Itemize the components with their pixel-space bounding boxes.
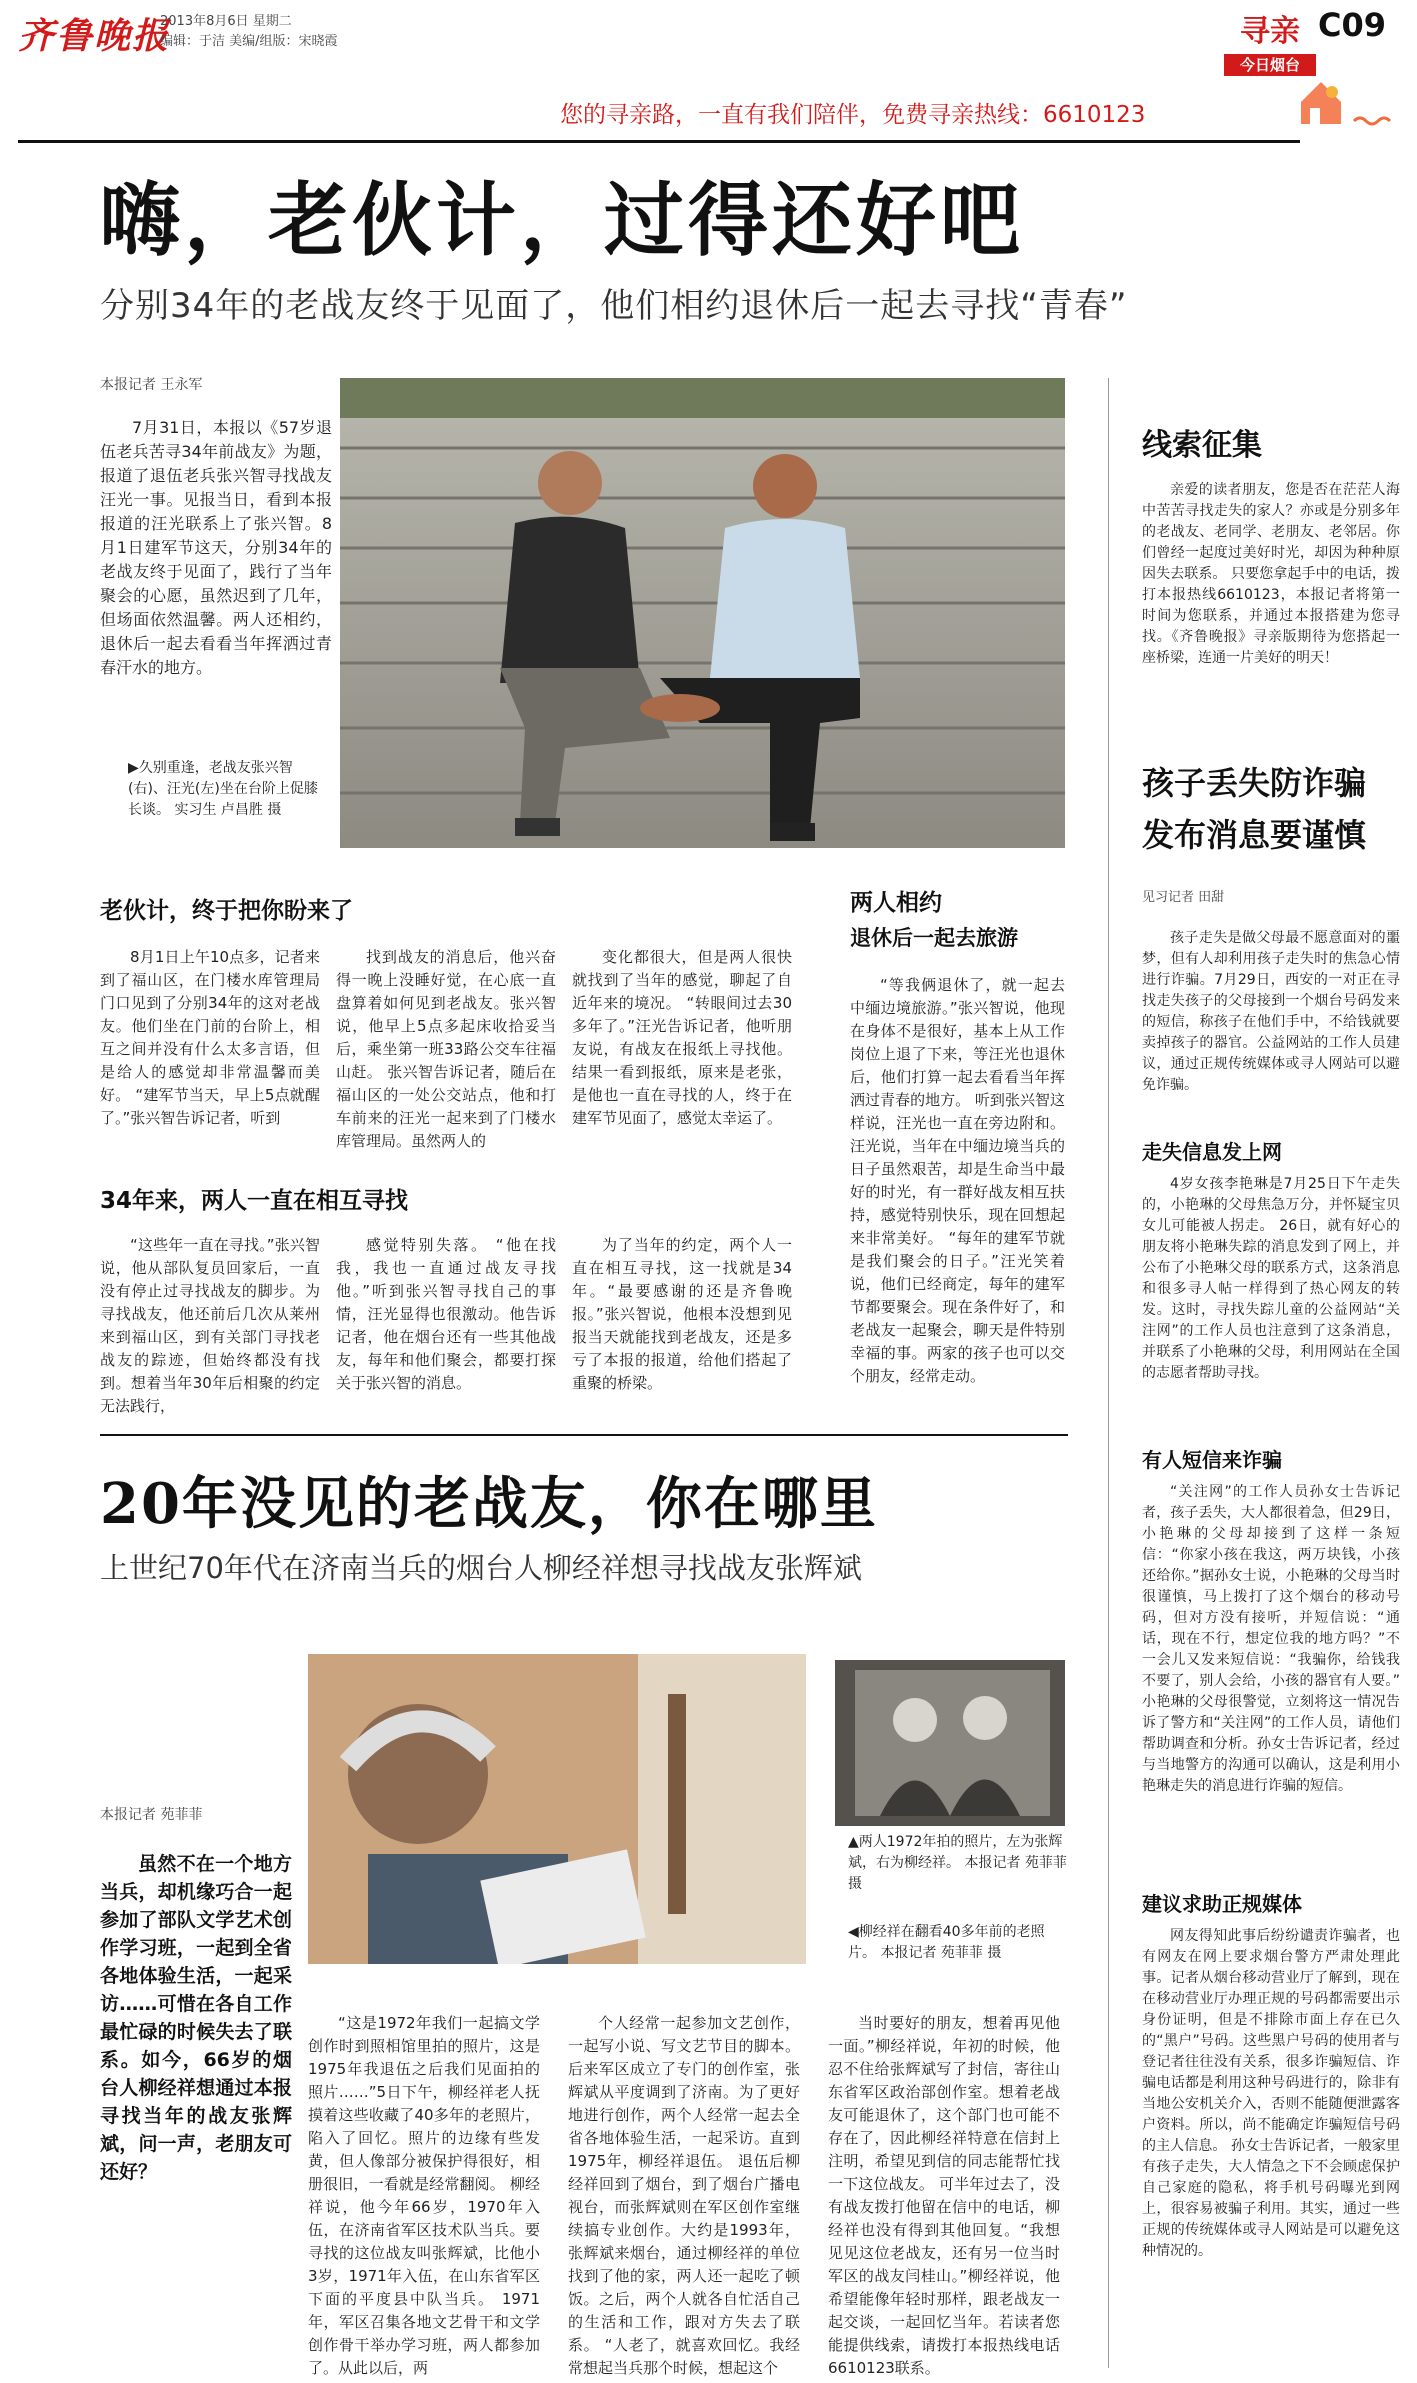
section-title: 寻亲 [1240,14,1300,49]
story2-lead [100,1850,292,2186]
story1-col-3 [572,946,792,1130]
newspaper-logo: 齐鲁晚报 [18,15,171,57]
editor-credits: 编辑：于洁 美编/组版：宋晓霞 [160,34,338,49]
story2-col-1-text: “这是1972年我们一起搞文学创作时到照相馆里拍的照片，这是1975年我退伍之后我们见面拍的照片……”5日下午，柳经祥老人抚摸着这些收藏了40多年的老照片，陷入了回忆。照片的边缘有些发黄，但人像部分被保护得很好，相册很旧，一看就是经常翻阅。 柳经祥说，他今年66岁，1970年入伍，在济南省军区技术队当兵。要寻找的这位战友叫张辉斌，比他小3岁，1971年入伍，在山东省军区下面的平度县中队当兵。 1971年，军区召集各地文艺骨干和文学创作骨干举办学习班，两人都参加了。从此以后，两 [308,2014,540,2377]
story1-col-6 [572,1234,792,1395]
sidebar-online-text: 4岁女孩李艳琳是7月25日下午走失的，小艳琳的父母焦急万分，并怀疑宝贝女儿可能被人拐走。 26日，就有好心的朋友将小艳琳失踪的消息发到了网上，并公布了小艳琳父母的联系方式，这条消息和很多寻人帖一样得到了热心网友的转发。这时，寻找失踪儿童的公益网站“关注网”的工作人员也注意到了这条消息，并联系了小艳琳的父母，利用网站在全国的志愿者帮助寻找。 [1142,1176,1400,1381]
hotline-banner: 您的寻亲路，一直有我们陪伴，免费寻亲热线：6610123 [560,102,1146,128]
story2-photo-2 [835,1660,1065,1826]
story2-col-3-text: 当时要好的朋友，想着再见他一面。”柳经祥说，年初的时候，他忍不住给张辉斌写了封信，寄往山东省军区政治部创作室。想着老战友可能退休了，这个部门也可能不存在了，因此柳经祥特意在信封上注明，希望见到信的同志能帮忙找一下这位战友。 可半年过去了，没有战友拨打他留在信中的电话，柳经祥也没有得到其他回复。“我想见见这位老战友，还有另一位当时军区的战友闫桂山。”柳经祥说，他希望能像年轻时那样，跟老战友一起交谈，一起回忆当年。若读者您能提供线索，请拨打本报热线电话6610123联系。 [828,2014,1060,2377]
story2-subtitle: 上世纪70年代在济南当兵的烟台人柳经祥想寻找战友张辉斌 [100,1551,862,1585]
story1-photo-caption: ▶久别重逢，老战友张兴智(右)、汪光(左)坐在台阶上促膝长谈。 实习生 卢昌胜 摄 [128,760,318,818]
page-number: C09 [1318,6,1387,44]
story1-heading-3a: 两人相约 [850,890,942,916]
story1-heading-1: 老伙计，终于把你盼来了 [100,898,353,924]
sidebar-media-text: 网友得知此事后纷纷谴责诈骗者，也有网友在网上要求烟台警方严肃处理此事。记者从烟台移动营业厅了解到，现在在移动营业厅办理正规的号码都需要出示身份证明，但是不排除市面上存在已久的“黑户”号码。这些黑户号码的使用者与登记者往往没有关系，很多诈骗短信、诈骗电话都是利用这种号码进行的，除非有当地公安机关介入，否则不能随便泄露客户资料。所以，尚不能确定诈骗短信号码的主人信息。 孙女士告诉记者，一般家里有孩子走失，大人情急之下不会顾虑保护自己家庭的隐私，将手机号码曝光到网上，很容易被骗子利用。其实，通过一些正规的传统媒体或寻人网站是可以避免这种情况的。 [1142,1928,1400,2259]
sidebar-heading-online: 走失信息发上网 [1142,1140,1282,1164]
sidebar-sms-text: “关注网”的工作人员孙女士告诉记者，孩子丢失，大人都很着急，但29日，小艳琳的父母却接到了这样一条短信：“你家小孩在我这，两万块钱，小孩还给你。”据孙女士说，小艳琳的父母当时很谨慎，马上拨打了这个烟台的移动号码，但对方没有接听，并短信说：“通话，现在不行，想定位我的地方吗？”不一会儿又发来短信说：“我骗你，给钱我不要了，别人会给，小孩的器官有人要。” 小艳琳的父母很警觉，立刻将这一情况告诉了警方和“关注网”的工作人员，请他们帮助调查和分析。孙女士告诉记者，经过与当地警方的沟通可以确认，这是利用小艳琳走失的消息进行诈骗的短信。 [1142,1484,1400,1794]
story2-lead-text: 虽然不在一个地方当兵，却机缘巧合一起参加了部队文学艺术创作学习班，一起到全省各地体验生活，一起采访……可惜在各自工作最忙碌的时候失去了联系。如今，66岁的烟台人柳经祥想通过本报寻找当年的战友张辉斌，问一声，老朋友可还好？ [100,1853,292,2183]
story1-col-4-text: “这些年一直在寻找。”张兴智说，他从部队复员回家后，一直没有停止过寻找战友的脚步。为寻找战友，他还前后几次从莱州来到福山区，到有关部门寻找老战友的踪迹，但始终都没有找到。想着当年30年后相聚的约定无法践行， [100,1236,320,1415]
sidebar-clues-body [1142,480,1400,669]
sidebar-heading-fraud-b: 发布消息要谨慎 [1142,816,1367,854]
story1-col-7 [850,974,1065,1388]
story2-col-1 [308,2012,540,2380]
story2-col-2-text: 个人经常一起参加文艺创作，一起写小说、写文艺节目的脚本。后来军区成立了专门的创作室，张辉斌从平度调到了济南。为了更好地进行创作，两个人经常一起去全省各地体验生活，一起采访。直到1975年，柳经祥退伍。 退伍后柳经祥回到了烟台，到了烟台广播电视台，而张辉斌则在军区创作室继续搞专业创作。大约是1993年，张辉斌来烟台，通过柳经祥的单位找到了他的家，两人还一起吃了顿饭。之后，两个人就各自忙活自己的生活和工作，跟对方失去了联系。 “人老了，就喜欢回忆。我经常想起当兵那个时候，想起这个 [568,2014,800,2377]
story2-caption-1: ▲两人1972年拍的照片，左为张辉斌，右为柳经祥。 本报记者 苑菲菲 摄 [848,1834,1067,1892]
story1-headline: 嗨，老伙计，过得还好吧 [100,173,1024,267]
story1-col-2 [336,946,556,1153]
sidebar-fraud-text: 孩子走失是做父母最不愿意面对的噩梦，但有人却利用孩子走失时的焦急心情进行诈骗。7月29日，西安的一对正在寻找走失孩子的父母接到一个烟台号码发来的短信，称孩子在他们手中，不给钱就要卖掉孩子的器官。公益网站的工作人员建议，通过正规传统媒体或寻人网站可以避免诈骗。 [1142,930,1400,1093]
story1-col-5 [336,1234,556,1395]
sidebar-clues-text: 亲爱的读者朋友，您是否在茫茫人海中苦苦寻找走失的家人？亦或是分别多年的老战友、老同学、老朋友、老邻居。你们曾经一起度过美好时光，却因为种种原因失去联系。 只要您拿起手中的电话，拨打本报热线6610123，本报记者将第一时间为您联系，并通过本报搭建为您寻找。《齐鲁晚报》寻亲版期待为您搭起一座桥梁，连通一片美好的明天！ [1142,482,1400,666]
house-icon [1296,72,1346,132]
sidebar-online-body [1142,1174,1400,1384]
story1-col-4 [100,1234,320,1418]
sidebar-divider [1108,378,1109,2368]
story2-col-2 [568,2012,800,2380]
story1-lead [100,416,332,680]
sidebar-byline: 见习记者 田甜 [1142,890,1225,905]
story1-col-7-text: “等我俩退休了，就一起去中缅边境旅游。”张兴智说，他现在身体不是很好，基本上从工作岗位上退了下来，等汪光也退休后，他们打算一起去看看当年挥洒过青春的地方。 听到张兴智这样说，汪光也一直在旁边附和。汪光说，当年在中缅边境当兵的日子虽然艰苦，却是生命当中最好的时光，有一群好战友相互扶持，感觉特别快乐，现在回想起来非常美好。 “每年的建军节就是我们聚会的日子。”汪光笑着说，他们已经商定，每年的建军节都要聚会。现在条件好了，和老战友一起聚会，聊天是件特别幸福的事。两家的孩子也可以交个朋友，经常走动。 [850,976,1065,1385]
story2-caption-2: ◀柳经祥在翻看40多年前的老照片。 本报记者 苑菲菲 摄 [848,1924,1045,1961]
story1-byline: 本报记者 王永军 [100,377,203,393]
story2-col-3 [828,2012,1060,2380]
story1-col-2-text: 找到战友的消息后，他兴奋得一晚上没睡好觉，在心底一直盘算着如何见到老战友。张兴智说，他早上5点多起床收拾妥当后，乘坐第一班33路公交车往福山赶。 张兴智告诉记者，随后在福山区的一处公交站点，他和打车前来的汪光一起来到了门楼水库管理局。虽然两人的 [336,948,556,1150]
story1-photo [340,378,1065,848]
story1-lead-text: 7月31日，本报以《57岁退伍老兵苦寻34年前战友》为题，报道了退伍老兵张兴智寻找战友汪光一事。见报当日，看到本报报道的汪光联系上了张兴智。8月1日建军节这天，分别34年的老战友终于见面了，践行了当年聚会的心愿，虽然迟到了几年，但场面依然温馨。两人还相约，退休后一起去看看当年挥洒过青春汗水的地方。 [100,418,332,677]
decoration-icon [1352,112,1400,126]
sidebar-media-body [1142,1926,1400,2262]
story1-subtitle: 分别34年的老战友终于见面了，他们相约退休后一起去寻找“青春” [100,286,1128,326]
story1-col-5-text: 感觉特别失落。 “他在找我，我也一直通过战友寻找他。”听到张兴智寻找自己的事情，汪光显得也很激动。他告诉记者，他在烟台还有一些其他战友，每年和他们聚会，都要打探关于张兴智的消息。 [336,1236,556,1392]
story1-col-3-text: 变化都很大，但是两人很快就找到了当年的感觉，聊起了自近年来的境况。 “转眼间过去30多年了。”汪光告诉记者，他听朋友说，有战友在报纸上寻找他。结果一看到报纸，原来是老张，是他也一直在寻找的人，终于在建军节见面了，感觉太幸运了。 [572,948,792,1127]
story1-col-1-text: 8月1日上午10点多，记者来到了福山区，在门楼水库管理局门口见到了分别34年的这对老战友。他们坐在门前的台阶上，相互之间并没有什么太多言语，但是给人的感觉却非常温馨而美好。 “建军节当天，早上5点就醒了。”张兴智告诉记者，听到 [100,948,320,1127]
story1-heading-3b: 退休后一起去旅游 [850,926,1018,950]
sidebar-heading-sms: 有人短信来诈骗 [1142,1448,1282,1472]
sidebar-sms-body [1142,1482,1400,1797]
region-badge: 今日烟台 [1224,54,1316,76]
issue-date: 2013年8月6日 星期二 [160,14,292,29]
section-divider [100,1434,1068,1436]
story1-heading-2: 34年来，两人一直在相互寻找 [100,1188,409,1214]
header-rule [18,140,1300,143]
sidebar-heading-clues: 线索征集 [1142,428,1262,463]
story1-col-1 [100,946,320,1130]
story1-col-6-text: 为了当年的约定，两个人一直在相互寻找，这一找就是34年。“最要感谢的还是齐鲁晚报。”张兴智说，他根本没想到见报当天就能找到老战友，还是多亏了本报的报道，给他们搭起了重聚的桥梁。 [572,1236,792,1392]
story2-byline: 本报记者 苑菲菲 [100,1807,203,1823]
story2-photo-1 [308,1654,806,1964]
sidebar-heading-fraud-a: 孩子丢失防诈骗 [1142,764,1367,802]
story2-headline: 20年没见的老战友，你在哪里 [100,1471,878,1537]
sidebar-heading-media: 建议求助正规媒体 [1142,1892,1302,1916]
sidebar-fraud-body [1142,928,1400,1096]
